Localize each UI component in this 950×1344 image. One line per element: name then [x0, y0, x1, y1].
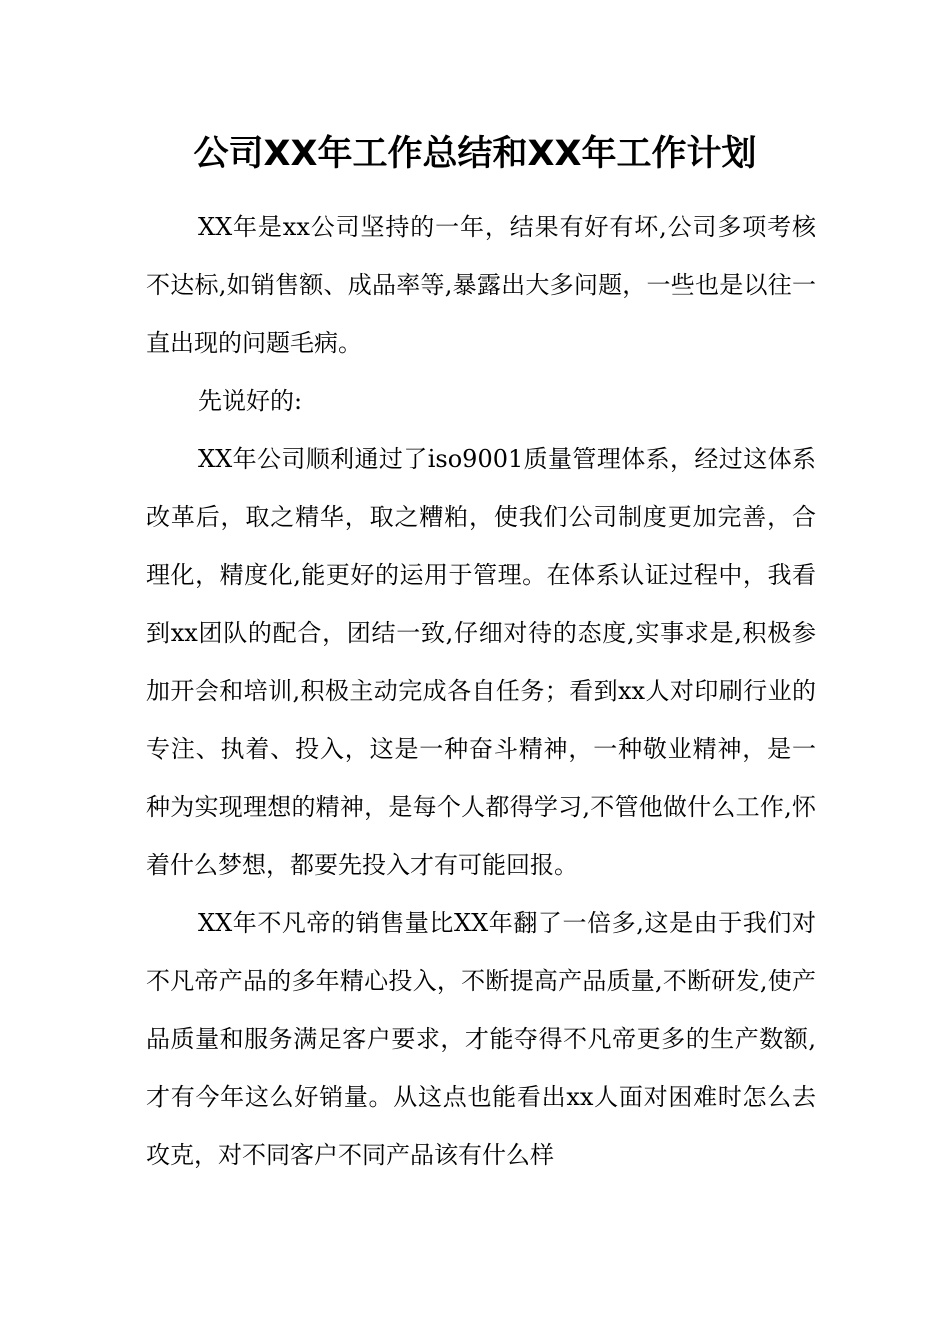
- paragraph-sales: XX年不凡帝的销售量比XX年翻了一倍多,这是由于我们对不凡帝产品的多年精心投入，不断提高产品质量,不断研发,使产品质量和服务满足客户要求，才能夺得不凡帝更多的生产数额,才有今年这么好销量。从这点也能看出xx人面对困难时怎么去攻克，对不同客户不同产品该有什么样: [146, 909, 816, 1169]
- document-title: 公司XX年工作总结和XX年工作计划: [193, 134, 757, 174]
- paragraph-good-points-heading: 先说好的:: [198, 387, 303, 415]
- paragraph-intro: XX年是xx公司坚持的一年，结果有好有坏,公司多项考核不达标,如销售额、成品率等,暴露出大多问题，一些也是以往一直出现的问题毛病。: [146, 213, 816, 357]
- document-body: [146, 198, 816, 1184]
- paragraph-iso9001: XX年公司顺利通过了iso9001质量管理体系，经过这体系改革后，取之精华，取之糟粕，使我们公司制度更加完善，合理化，精度化,能更好的运用于管理。在体系认证过程中，我看到xx团队的配合，团结一致,仔细对待的态度,实事求是,积极参加开会和培训,积极主动完成各自任务；看到xx人对印刷行业的专注、执着、投入，这是一种奋斗精神，一种敬业精神，是一种为实现理想的精神，是每个人都得学习,不管他做什么工作,怀着什么梦想，都要先投入才有可能回报。: [146, 445, 816, 879]
